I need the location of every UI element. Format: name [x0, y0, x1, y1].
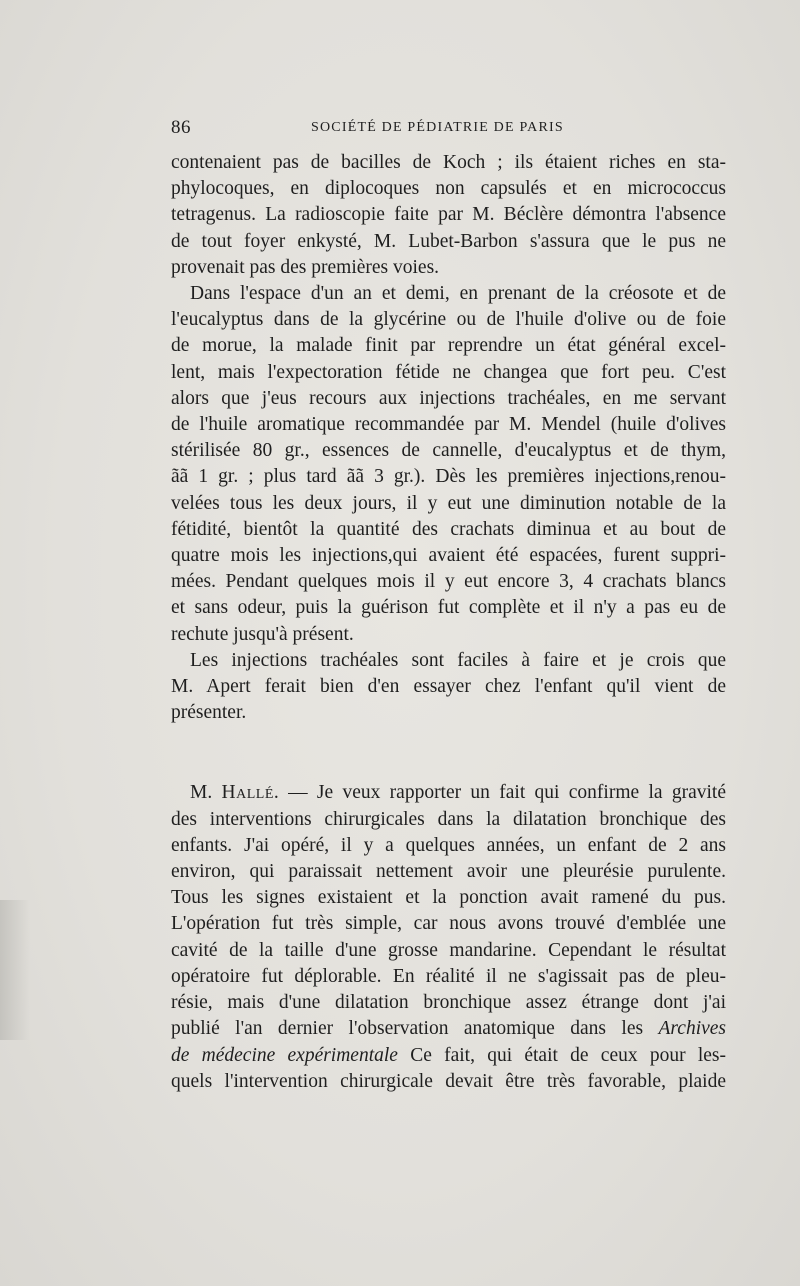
text-fragment: Ce fait, qui était de ceux pour les- — [397, 1044, 726, 1066]
speaker-name: Hallé — [221, 782, 274, 804]
paragraph-halle — [171, 780, 726, 1094]
text-line: de morue, la malade finit par reprendre un état général excel- — [171, 335, 726, 357]
running-title: SOCIÉTÉ DE PÉDIATRIE DE PARIS — [311, 120, 564, 135]
text-line: l'eucalyptus dans de la glycérine ou de l'huile d'olive ou de foie — [171, 309, 726, 331]
text-line-with-italic — [171, 1016, 726, 1042]
journal-title-part-1: Archives — [658, 1018, 727, 1040]
text-line: de l'huile aromatique recommandée par M. Mendel (huile d'olives — [171, 414, 726, 436]
page-header — [171, 117, 725, 141]
text-line: lent, mais l'expectoration fétide ne changea que fort peu. C'est — [171, 361, 726, 383]
text-line: résie, mais d'une dilatation bronchique assez étrange dont j'ai — [171, 992, 726, 1014]
section-gap — [171, 726, 726, 753]
text-line: et sans odeur, puis la guérison fut complète et il n'y a pas eu de — [171, 597, 726, 619]
text-line: stérilisée 80 gr., essences de cannelle, d'eucalyptus et de thym, — [171, 440, 726, 462]
paragraph-3 — [171, 648, 726, 727]
text-line: quatre mois les injections,qui avaient été espacées, furent suppri- — [171, 545, 726, 567]
text-line: de tout foyer enkysté, M. Lubet-Barbon s'assura que le pus ne — [171, 230, 726, 252]
speaker-prefix: M. — [190, 782, 222, 804]
text-line: fétidité, bientôt la quantité des crachats diminua et au bout de — [171, 518, 726, 540]
text-line: Dans l'espace d'un an et demi, en prenant de la créosote et de — [190, 283, 726, 305]
text-fragment: publié l'an dernier l'observation anatomique dans les — [171, 1018, 644, 1040]
text-line: alors que j'eus recours aux injections trachéales, en me servant — [171, 387, 726, 409]
text-line: cavité de la taille d'une grosse mandarine. Cependant le résultat — [171, 939, 726, 961]
page-edge-shadow — [0, 900, 30, 1040]
journal-title-part-2: de médecine expérimentale — [171, 1044, 398, 1066]
text-line: L'opération fut très simple, car nous avons trouvé d'emblée une — [171, 913, 726, 935]
text-line: contenaient pas de bacilles de Koch ; ils étaient riches en sta- — [171, 152, 726, 173]
text-line: velées tous les deux jours, il y eut une diminution notable de la — [171, 492, 726, 514]
section-gap — [171, 753, 726, 780]
text-line: tetragenus. La radioscopie faite par M. Béclère démontra l'absence — [171, 204, 726, 226]
text-line: M. Apert ferait bien d'en essayer chez l'enfant qu'il vient de — [171, 676, 726, 698]
text-line: enfants. J'ai opéré, il y a quelques années, un enfant de 2 ans — [171, 834, 726, 856]
text-line: quels l'intervention chirurgicale devait être très favorable, plaide — [171, 1070, 726, 1092]
text-line: mées. Pendant quelques mois il y eut encore 3, 4 crachats blancs — [171, 571, 726, 593]
text-line: des interventions chirurgicales dans la dilatation bronchique des — [171, 808, 726, 830]
speaker-line-rest: . — Je veux rapporter un fait qui confirme la gravité — [273, 782, 726, 804]
text-line: opératoire fut déplorable. En réalité il ne s'agissait pas de pleu- — [171, 965, 726, 987]
text-line: rechute jusqu'à présent. — [171, 623, 354, 645]
paragraph-1 — [171, 150, 726, 281]
text-line: Les injections trachéales sont faciles à faire et je crois que — [190, 649, 726, 671]
text-line: phylocoques, en diplocoques non capsulés et en micrococcus — [171, 178, 726, 200]
text-line: ãã 1 gr. ; plus tard ãã 3 gr.). Dès les premières injections,renou- — [171, 466, 726, 488]
text-line: provenait pas des premières voies. — [171, 256, 440, 278]
text-line-with-italic — [171, 1043, 726, 1069]
paragraph-2 — [171, 281, 726, 648]
text-line: Tous les signes existaient et la ponction avait ramené du pus. — [171, 887, 726, 909]
text-line: environ, qui paraissait nettement avoir une pleurésie purulente. — [171, 861, 726, 883]
text-line-speaker — [171, 780, 726, 806]
page-number: 86 — [171, 117, 191, 138]
body-text — [171, 150, 726, 1095]
text-line: présenter. — [171, 702, 247, 724]
